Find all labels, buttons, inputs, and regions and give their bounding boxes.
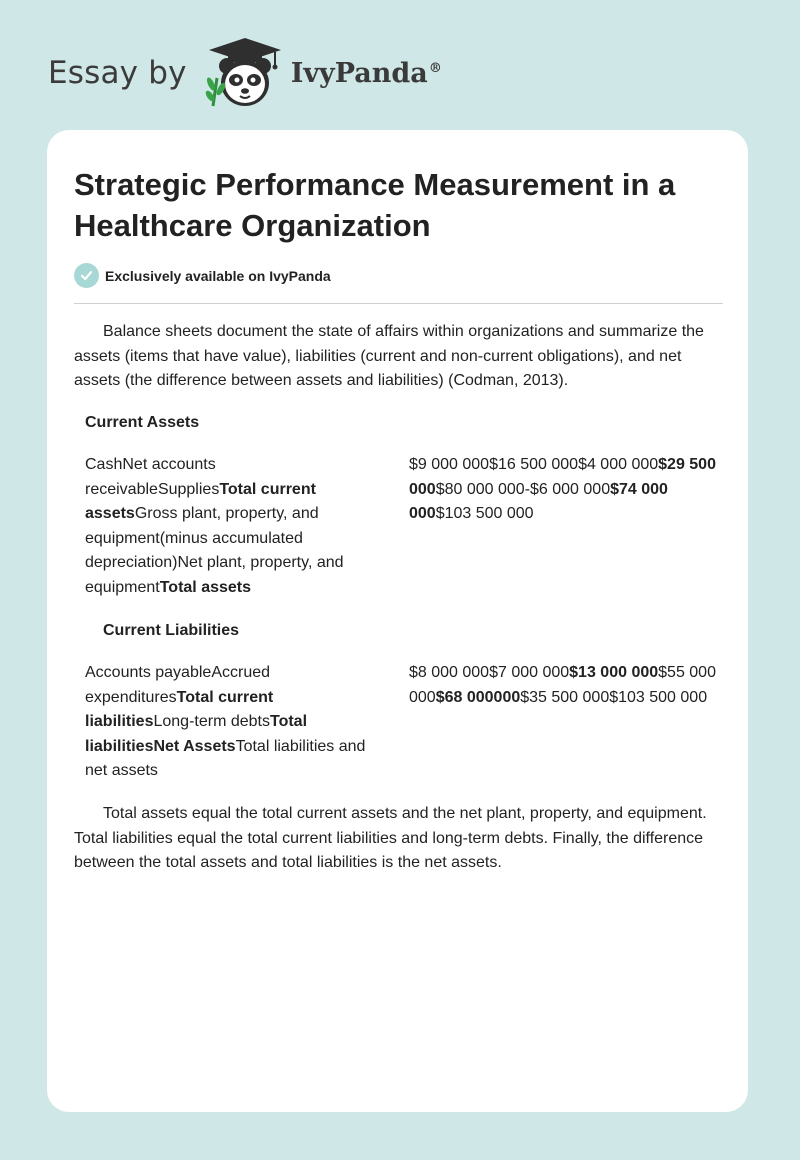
asset-label-supplies: Supplies — [157, 480, 220, 498]
asset-label-net-plant: Net plant, property, and equipment — [85, 554, 344, 596]
asset-value-total-assets: $103 500 000 — [435, 505, 534, 523]
liability-value-net-assets: $35 500 000 — [520, 688, 610, 706]
current-liabilities-values — [409, 661, 719, 710]
asset-value-depreciation: -$6 000 000 — [524, 480, 611, 498]
current-assets-labels — [85, 453, 385, 601]
liability-label-total-current-liabilities: Total current liabilities — [85, 688, 274, 731]
site-logo[interactable] — [48, 36, 442, 110]
asset-value-total-current-assets: $29 500 000 — [409, 456, 716, 498]
asset-label-net-accounts-receivable: Net accounts receivable — [85, 456, 216, 498]
registered-mark: ® — [428, 60, 442, 76]
panda-mascot-icon — [201, 36, 289, 110]
liability-label-net-assets: Net Assets — [153, 737, 236, 755]
logo-prefix: Essay by — [48, 55, 187, 91]
asset-label-gross-plant: Gross plant, property, and equipment — [85, 505, 319, 547]
liability-value-long-term-debts: $55 000 000 — [409, 664, 716, 706]
brand-name: IvyPanda® — [290, 57, 442, 89]
asset-label-depreciation: (minus accumulated depreciation) — [85, 529, 303, 572]
liability-value-total-liabilities-and-net-assets: $103 500 000 — [609, 688, 708, 706]
asset-label-total-current-assets: Total current assets — [85, 480, 316, 523]
liability-label-accounts-payable: Accounts payable — [85, 664, 212, 681]
current-liabilities-labels — [85, 661, 385, 784]
exclusive-badge — [74, 263, 331, 288]
closing-paragraph: Total assets equal the total current assets and the net plant, property, and equipment. Total liabilities equal the total current liabilities and long-term debts. Finally, the difference between the total assets and total liabilities is the net assets. — [74, 805, 707, 872]
liability-label-long-term-debts: Long-term debts — [153, 713, 270, 731]
liability-label-total-liabilities-and-net-assets: Total liabilities and net assets — [85, 737, 366, 780]
current-assets-values — [409, 453, 719, 527]
check-circle-icon — [74, 263, 99, 288]
essay-card — [47, 130, 748, 1112]
asset-value-gross-plant: $80 000 000 — [435, 480, 525, 498]
intro-paragraph: Balance sheets document the state of affairs within organizations and summarize the assets (items that have value), liabilities (current and non-current obligations), and net assets (the difference between assets and liabilities) (Codman, 2013). — [74, 323, 704, 390]
liability-label-total-liabilities: Total liabilities — [85, 713, 308, 755]
liability-value-accounts-payable: $8 000 000 — [409, 664, 490, 681]
current-liabilities-heading: Current Liabilities — [103, 622, 240, 639]
page-title: Strategic Performance Measurement in a Healthcare Organization — [74, 167, 676, 243]
asset-label-cash: Cash — [85, 456, 123, 473]
asset-value-cash: $9 000 000 — [409, 456, 490, 473]
liability-label-accrued-expenditures: Accrued expenditures — [85, 664, 271, 706]
divider — [74, 303, 723, 304]
asset-value-net-accounts-receivable: $16 500 000 — [489, 456, 579, 473]
current-assets-heading: Current Assets — [85, 414, 200, 431]
asset-value-supplies: $4 000 000 — [578, 456, 659, 473]
liability-value-total-current-liabilities: $13 000 000 — [569, 664, 659, 681]
liability-value-total-liabilities: $68 000000 — [435, 688, 521, 706]
badge-label: Exclusively available on IvyPanda — [105, 267, 331, 284]
asset-label-total-assets: Total assets — [159, 578, 252, 596]
asset-value-net-plant: $74 000 000 — [409, 480, 668, 523]
liability-value-accrued-expenditures: $7 000 000 — [489, 664, 570, 681]
